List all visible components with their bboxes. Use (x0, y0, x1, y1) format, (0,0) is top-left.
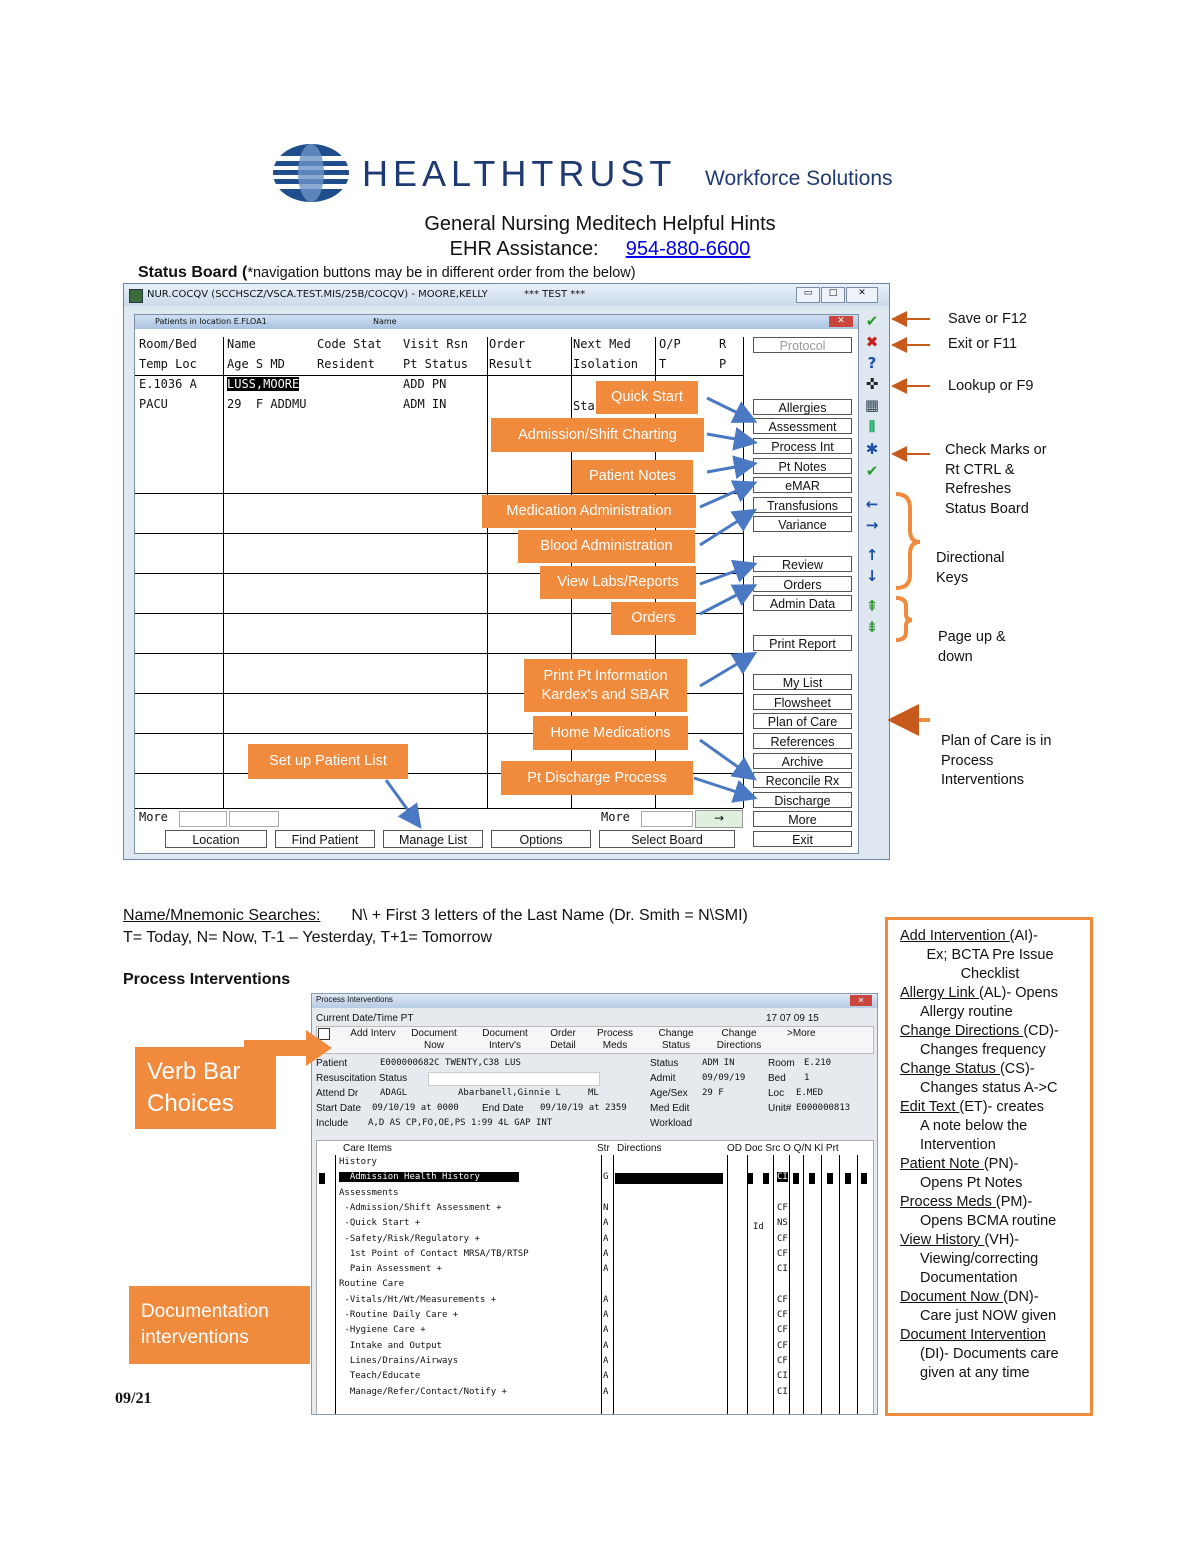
patient-age: 29 F ADDMU (227, 397, 307, 411)
legend-item (900, 1231, 1080, 1288)
verb-change-status[interactable]: Change Status (658, 1028, 694, 1051)
care-item-name: Manage/Refer/Contact/Notify + (339, 1386, 507, 1397)
col-room: Room/Bed (139, 337, 197, 351)
bed-value: 1 (804, 1073, 810, 1083)
legend-head (900, 984, 1080, 1003)
care-item-status: A (603, 1233, 609, 1244)
resus-label: Resuscitation Status (316, 1073, 408, 1084)
callout-orders: Orders (611, 602, 696, 635)
legend-head (900, 1098, 1080, 1117)
annotation-save: Save or F12 (948, 311, 1027, 327)
admit-value: 09/09/19 (702, 1073, 746, 1083)
exit-x-icon[interactable]: ✖ (865, 333, 879, 351)
col-visit: Visit Rsn (403, 337, 469, 351)
brand-name: HEALTHTRUST (362, 153, 677, 194)
arrow-view-labs (700, 565, 752, 584)
legend-item (900, 1098, 1080, 1155)
care-item-source: CI (777, 1386, 788, 1397)
callout-admission: Admission/Shift Charting (491, 418, 704, 452)
col-care-items: Care Items (343, 1143, 392, 1154)
next-arrow-button[interactable]: → (695, 810, 743, 828)
legend-head (900, 1022, 1080, 1041)
legend-desc: A note below the Intervention (920, 1118, 1028, 1153)
legend-term: View History (900, 1232, 985, 1248)
legend-desc: Opens BCMA routine (920, 1213, 1057, 1229)
care-item-status: A (603, 1325, 609, 1336)
patient-info (316, 1056, 872, 1134)
arrow-right-icon[interactable]: → (865, 516, 879, 534)
col-age: Age S MD (227, 357, 285, 371)
legend-term: Process Meds (900, 1194, 996, 1210)
lookup-question-icon[interactable]: ? (867, 354, 877, 372)
care-item-status: A (603, 1264, 609, 1275)
care-item-status: A (603, 1340, 609, 1351)
care-items-table (316, 1140, 874, 1415)
agesex-value: 29 F (702, 1088, 724, 1098)
flowsheet-button[interactable]: Flowsheet (753, 694, 852, 710)
legend-term: Change Status (900, 1061, 1000, 1077)
selected-row-block (861, 1173, 867, 1184)
care-item-status: A (603, 1294, 609, 1305)
table-row[interactable] (317, 1324, 873, 1338)
admit-label: Admit (650, 1073, 676, 1084)
legend-term: Edit Text (900, 1099, 960, 1115)
table-row[interactable] (317, 1217, 873, 1231)
legend-desc: Opens Pt Notes (920, 1175, 1023, 1191)
legend-head (900, 1060, 1080, 1079)
window-title: NUR.COCQV (SCCHSCZ/VSCA.TEST.MIS/25B/COCQV) - MOORE,KELLY (147, 289, 488, 300)
table-row[interactable] (317, 1248, 873, 1262)
table-row[interactable] (317, 1187, 873, 1201)
protocol-button[interactable]: Protocol (753, 337, 852, 353)
minimize-button[interactable]: ▭ (796, 287, 820, 303)
col-p: P (719, 357, 727, 371)
legend-desc: (DI)- Documents care given at any time (920, 1346, 1059, 1381)
col-t: T (659, 357, 667, 371)
care-item-name: Teach/Educate (339, 1371, 421, 1382)
callout-home-meds: Home Medications (533, 716, 688, 750)
legend-head (900, 1155, 1080, 1174)
chart-icon[interactable]: ⫴ (868, 418, 876, 436)
callout-view-labs: View Labs/Reports (540, 566, 696, 599)
resus-field[interactable] (428, 1072, 600, 1086)
care-item-source: CF (777, 1340, 788, 1351)
verb-change-directions[interactable]: Change Directions (716, 1028, 762, 1051)
care-item-name: History (339, 1157, 377, 1167)
care-item-source: CF (777, 1248, 788, 1259)
legend-term: Add Intervention (900, 928, 1010, 944)
current-date-label: Current Date/Time PT (316, 1013, 414, 1024)
arrow-med-admin (700, 484, 752, 507)
brace-page (896, 598, 912, 640)
table-row[interactable] (317, 1156, 873, 1170)
legend-item (900, 1022, 1080, 1060)
col-code: Code Stat (317, 337, 383, 351)
panel-close-icon[interactable]: ✕ (829, 316, 853, 327)
col-rest: OD Doc Src O Q/N Kl Prt (727, 1143, 839, 1154)
selected-row-block (809, 1173, 815, 1184)
legend-item (900, 1155, 1080, 1193)
callout-discharge: Pt Discharge Process (501, 761, 693, 795)
care-item-source: CF (777, 1355, 788, 1366)
arrow-down-icon[interactable]: ↓ (865, 567, 879, 585)
selected-row-bar (615, 1173, 723, 1184)
agesex-label: Age/Sex (650, 1088, 688, 1099)
care-item-name: Routine Care (339, 1279, 405, 1290)
care-item-source: CF (777, 1310, 788, 1320)
selected-row-block (793, 1173, 799, 1184)
patient-name[interactable]: LUSS,MOORE (227, 377, 300, 391)
date-shortcuts: T= Today, N= Now, T-1 – Yesterday, T+1= Tomorrow (123, 929, 493, 946)
arrow-print (700, 655, 752, 686)
annotation-page: Page up & down (938, 629, 1006, 665)
annotation-check: Check Marks or Rt CTRL & Refreshes Status Board (945, 442, 1047, 517)
care-item-source: CF (777, 1233, 788, 1244)
my-list-button[interactable]: My List (753, 674, 852, 690)
page-title: General Nursing Meditech Helpful Hints (424, 213, 776, 235)
arrow-patient-list (386, 780, 418, 824)
table-row[interactable] (317, 1370, 873, 1384)
admin-data-button[interactable]: Admin Data (753, 595, 852, 611)
care-item-name: -Vitals/Ht/Wt/Measurements + (339, 1294, 497, 1305)
legend-item (900, 984, 1080, 1022)
selected-row-block (827, 1173, 833, 1184)
legend-term: Document Now (900, 1289, 1004, 1305)
legend-code: (CD)- (1023, 1023, 1059, 1039)
col-isolation: Isolation (573, 357, 639, 371)
verb-process-meds[interactable]: Process Meds (596, 1028, 634, 1051)
table-row[interactable] (317, 1386, 873, 1400)
verb-more[interactable]: >More (787, 1028, 816, 1039)
legend-code: (CS)- (999, 1061, 1035, 1077)
care-item-source: CI (777, 1172, 788, 1183)
exit-button[interactable]: Exit (753, 831, 852, 847)
section-note: *navigation buttons may be in different order from the below) (247, 265, 636, 281)
review-button[interactable]: Review (753, 556, 852, 572)
annotation-directional: Directional Keys (936, 550, 1005, 586)
patient-label: Patient (316, 1058, 348, 1069)
row-marker (319, 1173, 325, 1184)
transfusions-button[interactable]: Transfusions (753, 497, 852, 513)
manage-list-button[interactable]: Manage List (383, 830, 483, 848)
loc-value: E.MED (796, 1088, 824, 1098)
tools-icon[interactable]: ✜ (865, 375, 879, 393)
legend-code: (DN)- (1003, 1289, 1039, 1305)
attend-label: Attend Dr (316, 1088, 359, 1099)
legend-head (900, 927, 1080, 946)
care-item-status: N (603, 1202, 609, 1213)
documentation-callout: Documentation interventions (129, 1286, 310, 1364)
refresh-check-icon[interactable]: ✔ (865, 462, 879, 480)
legend-code: (PM)- (995, 1194, 1033, 1210)
legend-desc: Viewing/correcting Documentation (920, 1251, 1039, 1286)
search-rule: N\ + First 3 letters of the Last Name (Dr. Smith = N\SMI) (351, 907, 748, 924)
care-item-status: A (603, 1371, 609, 1382)
doc-q-value: Id (753, 1222, 764, 1232)
col-nextmed: Next Med (573, 337, 631, 351)
asterisk-icon[interactable]: ✱ (865, 440, 879, 458)
maximize-button[interactable]: □ (821, 287, 845, 303)
print-report-button[interactable]: Print Report (753, 635, 852, 651)
legend-term: Allergy Link (900, 985, 979, 1001)
care-item-name: -Admission/Shift Assessment + (339, 1202, 502, 1213)
care-item-source: CF (777, 1325, 788, 1336)
table-row[interactable] (317, 1171, 873, 1185)
attend-name: Abarbanell,Ginnie L (458, 1088, 561, 1098)
care-item-name: -Quick Start + (339, 1218, 421, 1229)
legend-term: Patient Note (900, 1156, 984, 1172)
col-order: Order (489, 337, 526, 351)
patient-room: E.1036 A (139, 377, 197, 391)
search-rule-line (123, 907, 748, 925)
options-button[interactable]: Options (491, 830, 591, 848)
plan-of-care-button[interactable]: Plan of Care (753, 713, 852, 729)
phone-link[interactable]: 954-880-6600 (625, 238, 751, 260)
callout-patient-list: Set up Patient List (248, 744, 408, 779)
care-item-name: Assessments (339, 1187, 399, 1198)
care-item-name: -Hygiene Care + (339, 1325, 426, 1336)
current-date-value: 17 07 09 15 (766, 1013, 819, 1024)
legend-item (900, 1326, 1080, 1383)
col-status: Str (597, 1143, 610, 1154)
mededit-label: Med Edit (650, 1103, 690, 1114)
care-item-source: CF (777, 1294, 788, 1305)
care-item-source: CF (777, 1202, 788, 1213)
discharge-button[interactable]: Discharge (753, 792, 852, 808)
annotation-plan: Plan of Care is in Process Interventions (941, 733, 1052, 788)
footer-date: 09/21 (115, 1390, 152, 1407)
loc-label: Loc (768, 1088, 785, 1099)
care-item-status: A (603, 1248, 609, 1259)
callout-print: Print Pt Information Kardex's and SBAR (524, 659, 687, 712)
legend-head (900, 1193, 1080, 1212)
legend-item (900, 1193, 1080, 1231)
verb-legend-box (885, 917, 1093, 1416)
care-item-name: Pain Assessment + (339, 1264, 442, 1275)
process-close-icon[interactable]: ✕ (850, 995, 872, 1006)
legend-list (900, 927, 1080, 1383)
legend-item (900, 1060, 1080, 1098)
references-button[interactable]: References (753, 733, 852, 749)
table-row[interactable] (317, 1233, 873, 1247)
arrow-left-icon[interactable]: ← (865, 495, 879, 513)
attend-value: ADAGL (380, 1088, 408, 1098)
col-temp: Temp Loc (139, 357, 197, 371)
legend-desc: Ex; BCTA Pre Issue Checklist (926, 947, 1054, 982)
legend-code: (VH)- (984, 1232, 1019, 1248)
more-right-label: More (601, 810, 630, 824)
start-value: 09/10/19 at 0000 (372, 1103, 459, 1113)
col-result: Result (489, 357, 533, 371)
status-label: Status (650, 1058, 679, 1069)
close-button[interactable]: ✕ (846, 287, 878, 303)
legend-term: Change Directions (900, 1023, 1024, 1039)
arrow-orders (700, 587, 752, 614)
arrow-discharge (694, 778, 752, 797)
care-item-status: A (603, 1218, 609, 1229)
arrow-home-meds (700, 740, 752, 777)
more-button[interactable]: More (753, 811, 852, 827)
status-value: ADM IN (702, 1058, 735, 1068)
ehr-label: EHR Assistance: (449, 238, 599, 260)
table-row[interactable] (317, 1278, 873, 1292)
emar-button[interactable]: eMAR (753, 477, 852, 493)
room-label: Room (768, 1058, 795, 1069)
callout-blood-admin: Blood Administration (518, 530, 695, 563)
legend-head (900, 1231, 1080, 1250)
col-op: O/P (659, 337, 681, 351)
care-item-status: G (603, 1172, 609, 1183)
location-button[interactable]: Location (165, 830, 267, 848)
table-row[interactable] (317, 1294, 873, 1308)
care-item-name: 1st Point of Contact MRSA/TB/RTSP (339, 1248, 529, 1259)
legend-code: (AL)- Opens (978, 985, 1058, 1001)
grid-icon[interactable]: ▦ (864, 396, 880, 414)
brace-directional (896, 494, 920, 588)
selected-row-block (845, 1173, 851, 1184)
legend-head (900, 1288, 1080, 1307)
col-name: Name (227, 337, 256, 351)
process-titlebar (312, 994, 877, 1008)
orders-button[interactable]: Orders (753, 576, 852, 592)
patient-visit: ADD PN (403, 377, 447, 391)
reconcile-rx-button[interactable]: Reconcile Rx (753, 772, 852, 788)
callout-med-admin: Medication Administration (482, 495, 696, 528)
care-item-name: Admission Health History (339, 1172, 519, 1182)
legend-item (900, 927, 1080, 984)
brand-sub: Workforce Solutions (705, 167, 893, 190)
archive-button[interactable]: Archive (753, 753, 852, 769)
legend-desc: Care just NOW given (920, 1308, 1057, 1324)
process-window-title: Process Interventions (316, 995, 393, 1004)
legend-desc: Changes status A->C (920, 1080, 1058, 1096)
workload-label: Workload (650, 1118, 693, 1129)
section-title: Status Board ( (138, 264, 248, 281)
col-ptstatus: Pt Status (403, 357, 469, 371)
col-resident: Resident (317, 357, 375, 371)
unit-label: Unit# (768, 1103, 792, 1114)
panel-title-right: Name (373, 317, 397, 326)
table-row[interactable] (317, 1263, 873, 1277)
start-label: Start Date (316, 1103, 362, 1114)
verb-bar-callout: Verb Bar Choices (135, 1047, 276, 1129)
arrow-admission (707, 434, 752, 442)
legend-head (900, 1326, 1080, 1345)
arrow-patient-notes (707, 464, 752, 472)
selected-row-block (763, 1173, 769, 1184)
room-value: E.210 (804, 1058, 832, 1068)
care-item-name: Intake and Output (339, 1340, 442, 1351)
arrow-up-icon[interactable]: ↑ (865, 546, 879, 564)
allergies-button[interactable]: Allergies (753, 399, 852, 415)
legend-item (900, 1288, 1080, 1326)
legend-code: (AI)- (1009, 928, 1038, 944)
unit-value: E000000813 (796, 1103, 851, 1113)
window-test: *** TEST *** (524, 289, 586, 300)
legend-term: Document Intervention (900, 1327, 1046, 1343)
find-patient-button[interactable]: Find Patient (275, 830, 375, 848)
care-item-status: A (603, 1386, 609, 1397)
care-item-source: CI (777, 1264, 788, 1275)
arrow-quick-start (707, 398, 752, 420)
care-item-status: A (603, 1310, 609, 1320)
legend-code: (PN)- (983, 1156, 1019, 1172)
end-value: 09/10/19 at 2359 (540, 1103, 627, 1113)
care-item-status: A (603, 1355, 609, 1366)
end-label: End Date (482, 1103, 524, 1114)
attend-md: ML (588, 1088, 599, 1098)
bed-label: Bed (768, 1073, 786, 1084)
care-item-name: -Routine Daily Care + (339, 1310, 459, 1320)
annotation-lookup: Lookup or F9 (948, 378, 1034, 394)
callout-quick-start: Quick Start (596, 381, 698, 414)
table-row[interactable] (317, 1355, 873, 1369)
verb-bar (316, 1026, 874, 1054)
page-up-icon[interactable]: ⇞ (865, 597, 879, 615)
selected-row-block (747, 1173, 753, 1184)
side-fragment: Sta (573, 399, 595, 413)
care-item-source: NS (777, 1218, 788, 1229)
annotation-exit: Exit or F11 (948, 336, 1018, 352)
include-value: A,D AS CP,FO,OE,PS 1:99 4L GAP INT (368, 1118, 553, 1128)
arrow-blood-admin (700, 512, 752, 545)
patient-temp: PACU (139, 397, 168, 411)
patient-value: E000000682C TWENTY,C38 LUS (380, 1058, 521, 1068)
process-heading: Process Interventions (123, 971, 291, 988)
callout-patient-notes: Patient Notes (572, 460, 693, 493)
patient-status: ADM IN (403, 397, 447, 411)
legend-desc: Changes frequency (920, 1042, 1046, 1058)
panel-title-left: Patients in location E.FLOA1 (155, 317, 267, 326)
variance-button[interactable]: Variance (753, 516, 852, 532)
care-item-name: Lines/Drains/Airways (339, 1355, 459, 1366)
table-row[interactable] (317, 1202, 873, 1216)
legend-desc: Allergy routine (920, 1004, 1013, 1020)
assessment-button[interactable]: Assessment (753, 418, 852, 434)
col-directions: Directions (617, 1143, 662, 1154)
table-row[interactable] (317, 1340, 873, 1354)
pt-notes-button[interactable]: Pt Notes (753, 458, 852, 474)
col-r: R (719, 337, 727, 351)
verb-order-detail[interactable]: Order Detail (550, 1028, 576, 1051)
page-down-icon[interactable]: ⇟ (865, 618, 879, 636)
care-item-name: -Safety/Risk/Regulatory + (339, 1233, 480, 1244)
save-check-icon[interactable]: ✔ (865, 312, 879, 330)
more-left-label: More (139, 810, 168, 824)
select-board-button[interactable]: Select Board (599, 830, 735, 848)
table-row[interactable] (317, 1309, 873, 1323)
verb-document-intervs[interactable]: Document Interv's (482, 1028, 528, 1051)
search-label: Name/Mnemonic Searches: (123, 907, 321, 924)
verb-document-now[interactable]: Document Now (411, 1028, 457, 1051)
include-label: Include (316, 1118, 349, 1129)
process-int-button[interactable]: Process Int (753, 438, 852, 454)
legend-code: (ET)- creates (959, 1099, 1044, 1115)
care-item-source: CI (777, 1371, 788, 1382)
verb-add-interv[interactable]: Add Interv (350, 1028, 396, 1039)
process-interventions-window (311, 993, 878, 1415)
